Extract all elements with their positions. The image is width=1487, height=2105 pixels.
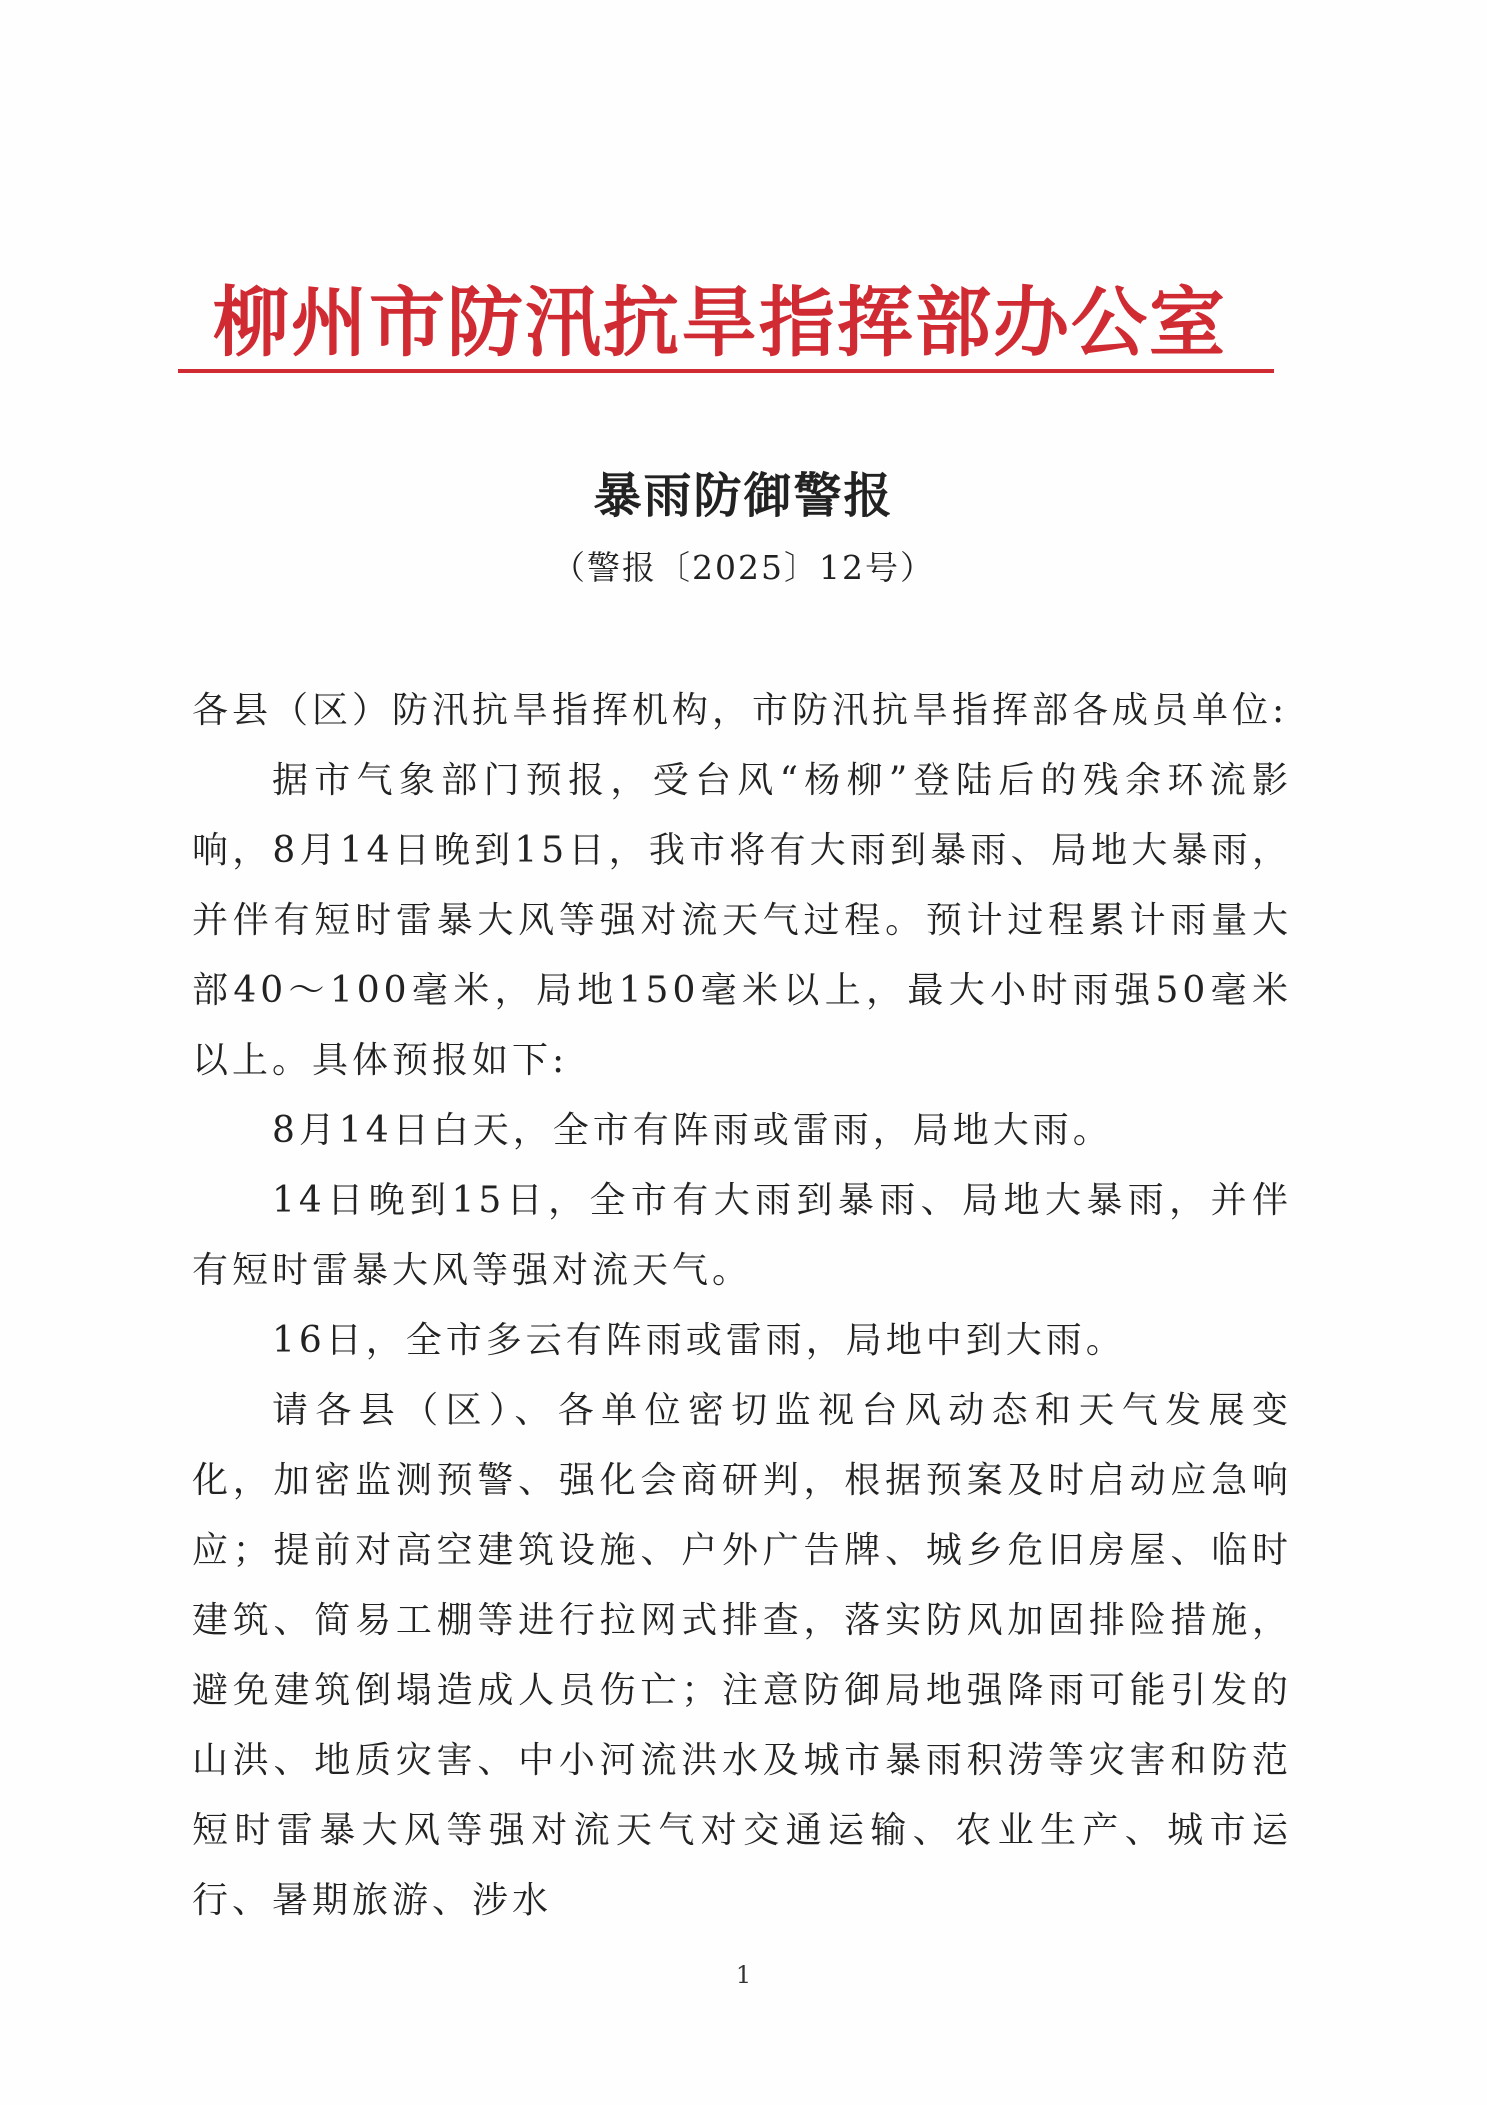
document-title: 暴雨防御警报 <box>593 468 894 524</box>
body-paragraph-14th-daytime: 8月14日白天，全市有阵雨或雷雨，局地大雨。 <box>272 1110 1113 1151</box>
body-paragraph-instructions: 请各县（区）、各单位密切监视台风动态和天气发展变化，加密监测预警、强化会商研判，根据预案及时启动应急响应；提前对高空建筑设施、户外广告牌、城乡危旧房屋、临时建筑、简易工棚等进行拉网式排查，落实防风加固排险措施，避免建筑倒塌造成人员伤亡；注意防御局地强降雨可能引发的山洪、地质灾害、中小河流洪水及城市暴雨积涝等灾害和防范短时雷暴大风等强对流天气对交通运输、农业生产、城市运行、暑期旅游、涉水 <box>192 1390 1292 1921</box>
body-paragraph-16th: 16日，全市多云有阵雨或雷雨，局地中到大雨。 <box>272 1320 1126 1361</box>
body-paragraph-14th-night-15th: 14日晚到15日，全市有大雨到暴雨、局地大暴雨，并伴有短时雷暴大风等强对流天气。 <box>192 1180 1292 1291</box>
salutation: 各县（区）防汛抗旱指挥机构，市防汛抗旱指挥部各成员单位: <box>192 690 1289 731</box>
page-number: 1 <box>735 1961 752 1989</box>
body-paragraph-forecast-summary: 据市气象部门预报，受台风“杨柳”登陆后的残余环流影响，8月14日晚到15日，我市将有大雨到暴雨、局地大暴雨，并伴有短时雷暴大风等强对流天气过程。预计过程累计雨量大部40～100毫米，局地150毫米以上，最大小时雨强50毫米以上。具体预报如下: <box>192 760 1292 1081</box>
document-body <box>192 676 1292 1936</box>
issuing-organization-header: 柳州市防汛抗旱指挥部办公室 <box>213 278 1227 367</box>
header-red-rule <box>178 369 1274 373</box>
document-number: （警报〔2025〕12号） <box>552 548 935 587</box>
